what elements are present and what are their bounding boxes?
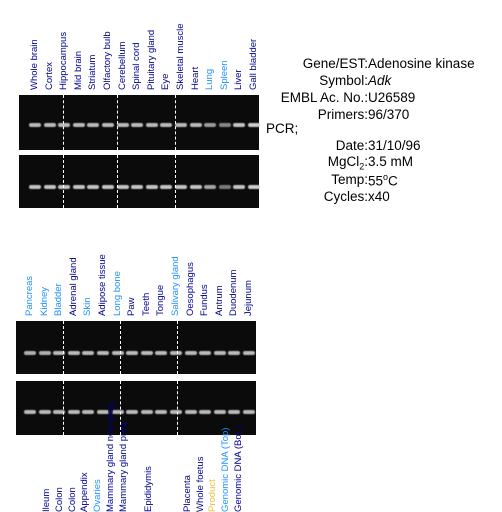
gel-band <box>204 185 216 189</box>
gel-band <box>233 123 245 127</box>
gel-band <box>248 185 260 189</box>
mgcl-key: MgCl$_2$: <box>327 154 368 172</box>
pcr-label: PCR; <box>266 121 299 136</box>
gel-band <box>87 185 99 189</box>
gel-band <box>87 123 99 127</box>
lane-divider <box>175 155 176 208</box>
lane-label: Long bone <box>111 271 123 316</box>
gel-band <box>141 410 153 414</box>
lane-label: Kidney <box>38 286 50 316</box>
gel-band <box>243 410 255 414</box>
lane-label: Mammary gland non-preg. <box>105 400 116 512</box>
date-key: Date: <box>335 138 368 153</box>
gel-band <box>24 410 36 414</box>
lane-divider <box>63 95 64 150</box>
lane-label: Whole brain <box>29 39 40 90</box>
lane-label: Teeth <box>140 292 152 316</box>
gel-band <box>185 351 197 355</box>
gel-band <box>199 351 211 355</box>
gel-band <box>146 123 158 127</box>
lane-label: Adipose tissue <box>97 254 108 316</box>
lane-divider <box>117 95 118 150</box>
lane-label: Pituitary gland <box>145 29 157 90</box>
lane-label: Cerebellum <box>116 41 128 90</box>
cycles-value: x40 <box>368 189 390 204</box>
gel-band <box>243 351 255 355</box>
lane-label: Mid brain <box>72 50 84 90</box>
info-block <box>262 56 502 206</box>
lane-label: Adrenal gland <box>67 257 79 316</box>
gel-band <box>248 123 260 127</box>
lane-label: Whole foetus <box>194 456 206 512</box>
gel-band <box>175 123 187 127</box>
gel-band <box>219 123 231 127</box>
lane-label: Hippocampus <box>58 31 70 90</box>
gel-band <box>117 123 129 127</box>
lane-label: Cortex <box>43 62 55 90</box>
gel-band <box>29 123 41 127</box>
gel-image-panel-2-top <box>16 321 256 374</box>
gel-band <box>146 185 158 189</box>
lane-label: Jejunum <box>243 280 254 316</box>
gel-band <box>68 351 80 355</box>
gel-band <box>126 351 138 355</box>
lane-label: Spinal cord <box>131 42 143 90</box>
gel-band <box>73 123 85 127</box>
embl-value: U26589 <box>368 90 416 105</box>
lane-label: Mammary gland preg. <box>117 419 129 512</box>
lane-label: Pancreas <box>24 275 35 316</box>
lane-label: Lung <box>204 68 216 90</box>
lane-label: Spleen <box>218 60 230 90</box>
temp-key: Temp: <box>331 172 368 187</box>
gel-band <box>170 351 182 355</box>
lane-label: Fundus <box>199 284 211 316</box>
lane-label: Gall bladder <box>248 38 259 90</box>
lane-label: Bladder <box>53 283 65 316</box>
gel-band <box>44 123 56 127</box>
gel-band <box>68 410 80 414</box>
gel-band <box>29 185 41 189</box>
gel-band <box>170 410 182 414</box>
gel-band <box>199 410 211 414</box>
gel-band <box>160 123 172 127</box>
gel-band <box>112 351 124 355</box>
lane-label: Oesophagus <box>184 262 196 316</box>
gel-band <box>160 185 172 189</box>
lane-label: Antrum <box>213 285 225 316</box>
gel-band <box>228 351 240 355</box>
lane-label: Duodenum <box>228 269 240 316</box>
gene-key: Gene/EST: <box>302 56 368 71</box>
lane-label: Genomic DNA (Bot.) <box>233 425 244 512</box>
lane-label: Salivary gland <box>170 256 181 316</box>
lane-label: Product <box>207 479 219 512</box>
primers-value: 96/370 <box>368 107 410 122</box>
gel-band <box>214 410 226 414</box>
gel-band <box>97 351 109 355</box>
lane-label: Genomic DNA (Top) <box>220 427 232 512</box>
lane-label: Placenta <box>181 475 193 512</box>
lane-label: Tongue <box>155 284 167 316</box>
gene-value: Adenosine kinase <box>368 56 475 71</box>
gel-band <box>73 185 85 189</box>
lane-divider <box>177 321 178 374</box>
gel-band <box>185 410 197 414</box>
gel-band <box>131 185 143 189</box>
lane-label: Heart <box>189 66 201 90</box>
gel-band <box>219 185 231 189</box>
symbol-key: Symbol: <box>319 73 368 88</box>
gel-band <box>82 351 94 355</box>
cycles-key: Cycles: <box>323 189 368 204</box>
gel-band <box>141 351 153 355</box>
gel-band <box>58 185 70 189</box>
gel-image-panel-1-bottom <box>19 155 259 208</box>
lane-label: Liver <box>233 69 245 90</box>
temp-value: 55$^o$C <box>368 172 398 189</box>
lane-label: Epididymis <box>143 466 155 512</box>
gel-band <box>82 410 94 414</box>
lane-divider <box>63 381 64 435</box>
lane-label: Paw <box>126 297 138 316</box>
gel-band <box>214 351 226 355</box>
lane-label: Appendix <box>79 472 91 512</box>
embl-key: EMBL Ac. No.: <box>280 90 368 105</box>
lane-divider <box>63 321 64 374</box>
date-value: 31/10/96 <box>368 138 421 153</box>
lane-divider <box>120 321 121 374</box>
gel-band <box>204 123 216 127</box>
gel-band <box>24 351 36 355</box>
lane-label: Ovaries <box>92 479 104 512</box>
lane-label: Skin <box>82 297 94 316</box>
gel-band <box>102 123 114 127</box>
lane-label: Colon <box>53 487 65 512</box>
gel-band <box>190 185 202 189</box>
gel-band <box>126 410 138 414</box>
lane-label: Ileum <box>41 488 52 512</box>
mgcl-value: 3.5 mM <box>368 154 414 169</box>
lane-label: Olfactory bulb <box>102 31 113 90</box>
gel-band <box>233 185 245 189</box>
gel-band <box>190 123 202 127</box>
gel-band <box>39 410 51 414</box>
lane-divider <box>63 155 64 208</box>
gel-image-panel-2-bottom <box>16 381 256 435</box>
primers-key: Primers: <box>317 107 368 122</box>
gel-band <box>102 185 114 189</box>
gel-band <box>155 351 167 355</box>
gel-band <box>39 351 51 355</box>
lane-label: Striatum <box>87 54 99 90</box>
gel-image-panel-1-top <box>19 95 259 150</box>
gel-band <box>58 123 70 127</box>
gel-band <box>228 410 240 414</box>
gel-band <box>117 185 129 189</box>
lane-label: Skeletal muscle <box>175 23 186 90</box>
lane-divider <box>117 155 118 208</box>
gel-band <box>155 410 167 414</box>
gel-band <box>44 185 56 189</box>
lane-divider <box>175 95 176 150</box>
symbol-value: Adk <box>368 73 392 88</box>
gel-band <box>175 185 187 189</box>
gel-band <box>131 123 143 127</box>
lane-label: Colon <box>66 487 78 512</box>
lane-label: Eye <box>160 73 172 90</box>
lane-divider <box>177 381 178 435</box>
